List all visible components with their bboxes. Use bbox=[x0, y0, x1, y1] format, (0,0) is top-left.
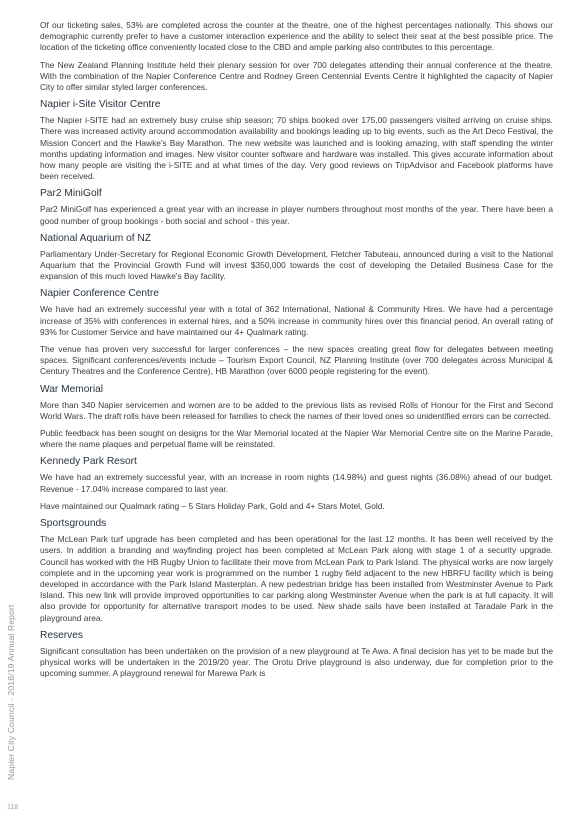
section-heading: Reserves bbox=[40, 629, 84, 641]
paragraph: Of our ticketing sales, 53% are completed across the counter at the theatre, one of the highest percentages nationally. This shows our demographic currently prefer to have a customer interaction experience and the ability to select their seat at the best possible price. The location of the ticketing office conveniently located close to the CBD and ample parking also contributes to this percentage. bbox=[40, 20, 553, 53]
paragraph: Have maintained our Qualmark rating – 5 Stars Holiday Park, Gold and 4+ Stars Motel, Gold. bbox=[40, 500, 385, 511]
document-body bbox=[40, 20, 553, 685]
paragraph: The venue has proven very successful for larger conferences – the new spaces creating great flow for delegates between meeting spaces. Significant conferences/events include – Tourism Export Council, NZ Planning Institute (over 700 delegates across Municipal & Century Theatres and the Conference Centre), HB Marathon (over 6000 people registering for the event). bbox=[40, 344, 553, 377]
paragraph: Public feedback has been sought on designs for the War Memorial located at the Napier War Memorial Centre site on the Marine Parade, where the name plaques and perpetual flame will be reinstated. bbox=[40, 428, 553, 450]
paragraph: Par2 MiniGolf has experienced a great year with an increase in player numbers throughout most months of the year. There have been a good number of group bookings - both social and school - this year. bbox=[40, 204, 553, 226]
sidebar-report-title bbox=[6, 590, 16, 780]
section-heading: War Memorial bbox=[40, 383, 104, 395]
section-heading: Kennedy Park Resort bbox=[40, 456, 137, 468]
paragraph: The McLean Park turf upgrade has been completed and has been operational for the last 12 months. It has been well received by the users. In addition a branding and wayfinding project has been completed at McLean Park along with stage 1 of a security upgrade. Council has worked with the HB Rugby Union to facilitate their move from McLean Park to Park Island. The physical works are now largely complete and in the upcoming year work is programmed on the number 1 rugby field adjacent to the new HBRFU facility which is being developed in accordance with the Park Island Masterplan. A new pedestrian bridge has been installed from Westminster Avenue to Park Island. This new link will provide improved opportunities to car parking along Westminster Avenue when the park is at full capacity. It will also provide for opportunity for alternative transport modes to be used. New shade sails have been installed at Taradale Park in the playground area. bbox=[40, 534, 553, 623]
section-heading: Sportsgrounds bbox=[40, 518, 107, 530]
paragraph: We have had an extremely successful year with a total of 362 International, National & Community Hires. We have had a percentage increase of 35% with conferences in external hires, and a 50% increase in community hires over this financial period. An overall rating of 93% for Customer Service and have maintained our 4+ Qualmark rating. bbox=[40, 304, 553, 337]
section-heading: Napier i-Site Visitor Centre bbox=[40, 99, 161, 111]
section-heading: Napier Conference Centre bbox=[40, 288, 159, 300]
section-heading: Par2 MiniGolf bbox=[40, 188, 102, 200]
paragraph: More than 340 Napier servicemen and women are to be added to the previous lists as revised Rolls of Honour for the First and Second World Wars. The draft rolls have been released for families to check the names of their loved ones so unidentified errors can be corrected. bbox=[40, 399, 553, 421]
report-title-label: Napier City Council - 2018/19 Annual Report bbox=[6, 604, 16, 780]
paragraph: The New Zealand Planning Institute held their plenary session for over 700 delegates attending their annual conference at the theatre. With the combination of the Napier Conference Centre and Rodney Green Centennial Events Centre it highlighted the capacity of Napier City to offer similar styled larger conferences. bbox=[40, 59, 553, 93]
page-number: 118 bbox=[7, 804, 19, 811]
paragraph: Parliamentary Under-Secretary for Regional Economic Growth Development, Fletcher Tabuteau, announced during a visit to the National Aquarium that the Provincial Growth Fund will invest $350,000 towards the cost of developing the Detailed Business Case for the expansion of this much loved Hawke's Bay facility. bbox=[40, 248, 553, 282]
paragraph: The Napier i-SITE had an extremely busy cruise ship season; 70 ships booked over 175,00 passengers visited arriving on cruise ships. There was increased activity around accommodation availability and bookings leading up to big events, such as the Art Deco Festival, the Mission Concert and the Hawke's Bay Marathon. The new website was launched and is looking amazing, with staff spending the winter months updating information and images. New visitor counter software and hardware was installed. This gives accurate information about how many people are visiting the i-SITE and at what times of the day. Very good reviews on TripAdvisor and Facebook platforms have been received. bbox=[40, 115, 553, 182]
paragraph: Significant consultation has been undertaken on the provision of a new playground at Te Awa. A final decision has yet to be made but the physical works will be undertaken in the 2019/20 year. The Orotu Drive playground is also underway, due for completion prior to the upcoming summer. A playground renewal for Marewa Park is bbox=[40, 645, 553, 679]
paragraph: We have had an extremely successful year, with an increase in room nights (14.98%) and guest nights (36.08%) ahead of our budget. Revenue - 17.04% increase compared to last year. bbox=[40, 472, 553, 494]
section-heading: National Aquarium of NZ bbox=[40, 232, 151, 244]
